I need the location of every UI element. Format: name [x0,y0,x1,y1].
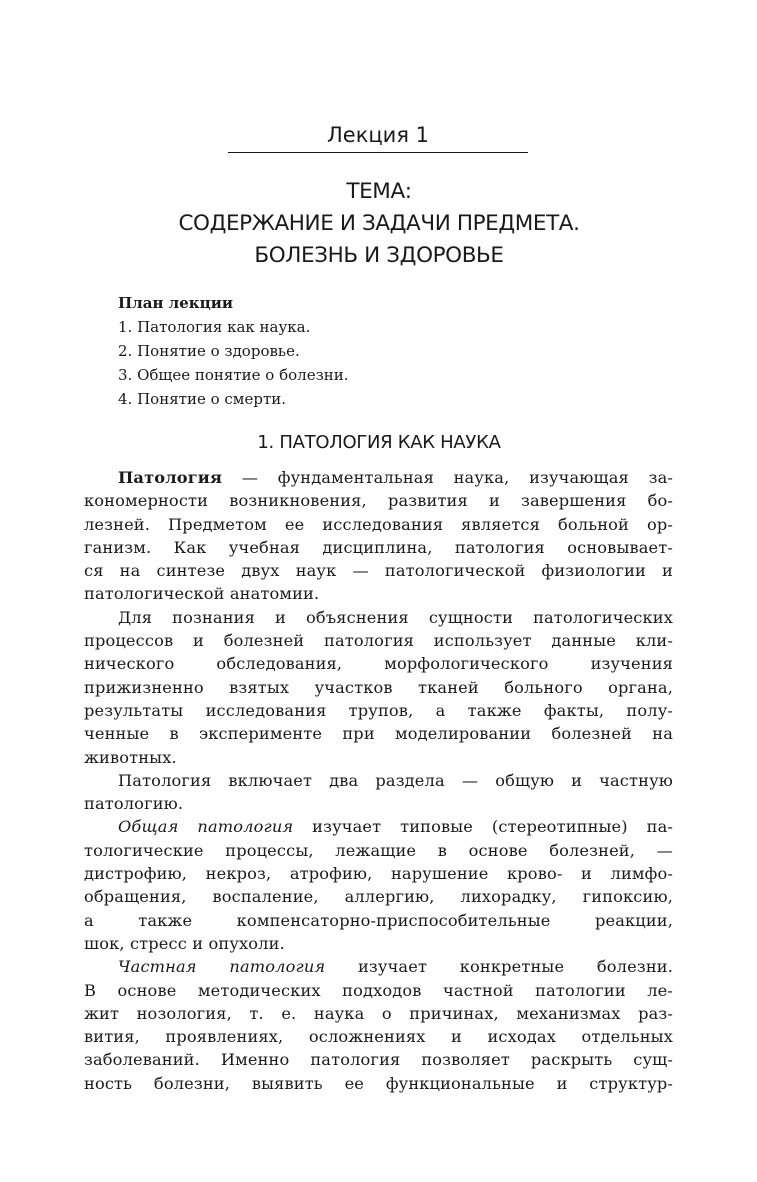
text-line: вития, проявлениях, осложнениях и исходах отдельных [84,1027,673,1047]
term-italic: Общая патология [118,817,294,837]
text-line: Патология — фундаментальная наука, изучающая за- [118,468,673,487]
lecture-underline [228,152,528,153]
lecture-plan [118,291,678,411]
text-line: В основе методических подходов частной патологии ле- [84,980,673,1000]
text-line: Патология включает два раздела — общую и частную [118,770,673,790]
plan-item: 3. Общее понятие о болезни. [118,366,349,384]
text-line: ся на синтезе двух наук — патологической физиологии и [84,561,673,581]
paragraph [84,815,673,955]
text-line: нического обследования, морфологического изучения [84,654,673,674]
text-line: обращения, воспаление, аллергию, лихорадку, гипоксию, [84,887,673,907]
plan-item: 1. Патология как наука. [118,318,311,336]
text-line: шок, стресс и опухоли. [84,933,285,953]
text-line: ность болезни, выявить ее функциональные и структур- [84,1073,673,1093]
plan-item: 4. Понятие о смерти. [118,390,287,408]
text-line: жит нозология, т. е. наука о причинах, механизмах раз- [84,1003,673,1023]
text-line: лезней. Предметом ее исследования является больной ор- [84,514,673,534]
text-line: а также компенсаторно-приспособительные реакции, [84,910,673,930]
lecture-topic [120,176,638,272]
text-line: кономерности возникновения, развития и завершения бо- [84,491,673,511]
term-italic: Частная патология [118,957,326,977]
plan-title: План лекции [118,294,233,312]
text-line: ченные в эксперименте при моделировании болезней на [84,724,673,744]
topic-line: СОДЕРЖАНИЕ И ЗАДАЧИ ПРЕДМЕТА. [178,211,580,236]
topic-line: ТЕМА: [346,179,412,204]
text-line: Частная патология изучает конкретные болезни. [118,957,673,977]
topic-line: БОЛЕЗНЬ И ЗДОРОВЬЕ [254,243,504,268]
text-line: дистрофию, некроз, атрофию, нарушение крово- и лимфо- [84,864,673,884]
text-line: Для познания и объяснения сущности патологических [118,607,673,627]
text-line: патологию. [84,794,184,814]
text-line: тологические процессы, лежащие в основе болезней, — [84,840,673,860]
text-line: патологической анатомии. [84,584,320,604]
lecture-label: Лекция 1 [326,123,429,147]
term-bold: Патология [118,468,223,487]
text-line: животных. [84,747,177,767]
text-line: процессов и болезней патология использует данные кли- [84,631,673,651]
text-line: заболеваний. Именно патология позволяет раскрыть сущ- [84,1050,673,1070]
paragraph [84,606,673,769]
text-line: прижизненно взятых участков тканей больного органа, [84,677,673,697]
paragraph [84,769,673,816]
text-line: ганизм. Как учебная дисциплина, патология основывает- [84,537,673,557]
plan-item: 2. Понятие о здоровье. [118,342,300,360]
paragraph [84,955,673,1095]
text-line: Общая патология изучает типовые (стереотипные) па- [118,817,673,837]
body-text [84,466,673,1095]
text-line: результаты исследования трупов, а также факты, полу- [84,700,673,720]
section-heading: 1. ПАТОЛОГИЯ КАК НАУКА [257,432,501,453]
paragraph [84,466,673,606]
